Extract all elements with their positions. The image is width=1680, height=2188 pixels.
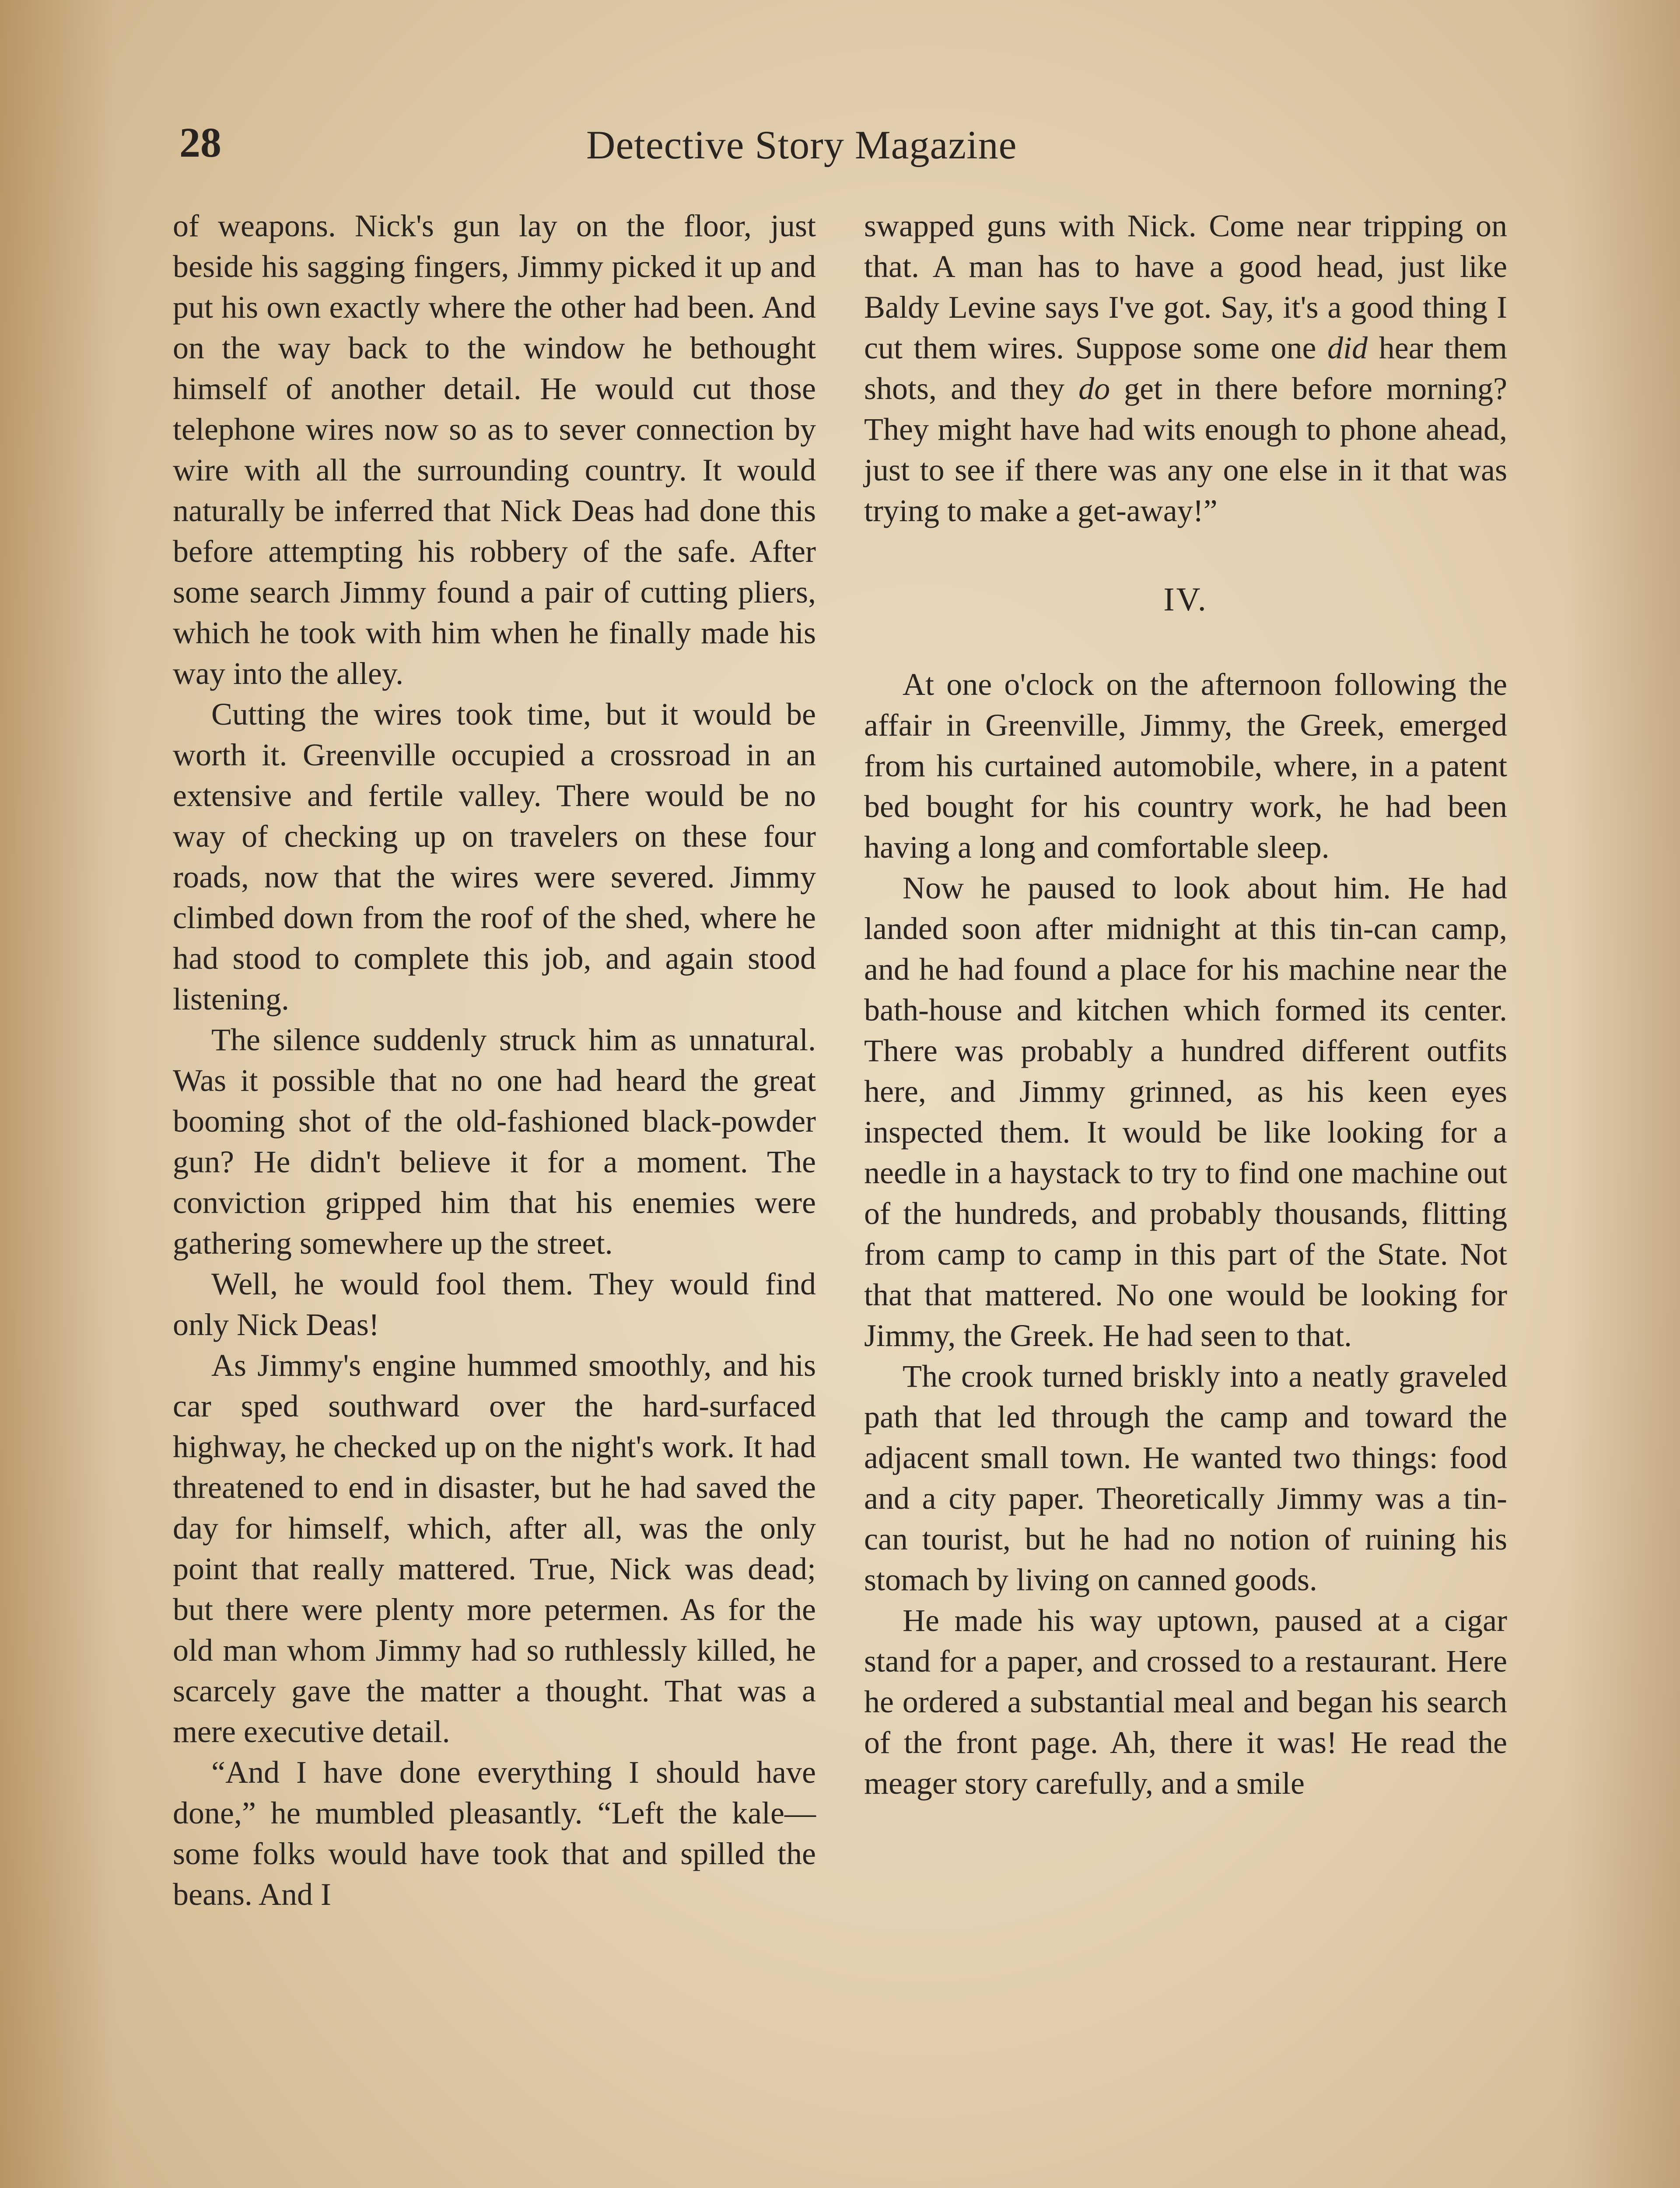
page-edge-shading-right [1566, 0, 1680, 2188]
left-paragraph-6: “And I have done everything I should have done,” he mumbled pleasantly. “Left the kale—some folks would have took that and spilled the beans. And I [173, 1755, 816, 1912]
right-paragraph-4: He made his way uptown, paused at a cigar stand for a paper, and crossed to a restaurant. Here he ordered a substantial meal and began his search of the front page. Ah, there it was! He read the meager story carefully, and a smile [864, 1603, 1507, 1801]
left-paragraph-5: As Jimmy's engine hummed smoothly, and his car sped southward over the hard-surfaced highway, he checked up on the night's work. It had threatened to end in disaster, but he had saved the day for himself, which, after all, was the only point that really mattered. True, Nick was dead; but there were plenty more petermen. As for the old man whom Jimmy had so ruthlessly killed, he scarcely gave the matter a thought. That was a mere executive detail. [173, 1348, 816, 1749]
right-paragraph-1: At one o'clock on the afternoon following the affair in Greenville, Jimmy, the Greek, emerged from his curtained automobile, where, in a patent bed bought for his country work, he had been having a long and comfortable sleep. [864, 667, 1507, 865]
page-edge-shading-left [0, 0, 114, 2188]
dialogue-emphasis-did: did [1327, 330, 1368, 365]
right-paragraph-2: Now he paused to look about him. He had landed soon after midnight at this tin-can camp, and he had found a place for his machine near the bath-house and kitchen which formed its center. There was probably a hundred different outfits here, and Jimmy grinned, as his keen eyes inspected them. It would be like looking for a needle in a haystack to try to find one machine out of the hundreds, and probably thousands, flitting from camp to camp in this part of the State. Not that that mattered. No one would be looking for Jimmy, the Greek. He had seen to that. [864, 870, 1507, 1353]
right-column [864, 206, 1507, 1804]
left-paragraph-1: of weapons. Nick's gun lay on the floor, just beside his sagging fingers, Jimmy picked it up and put his own exactly where the other had been. And on the way back to the window he bethought himself of another detail. He would cut those telephone wires now so as to sever connection by wire with all the surrounding country. It would naturally be inferred that Nick Deas had done this before attempting his robbery of the safe. After some search Jimmy found a pair of cutting pliers, which he took with him when he finally made his way into the alley. [173, 208, 816, 691]
left-paragraph-3: The silence suddenly struck him as unnatural. Was it possible that no one had heard the great booming shot of the old-fashioned black-powder gun? He didn't believe it for a moment. The conviction gripped him that his enemies were gathering somewhere up the street. [173, 1022, 816, 1261]
dialogue-emphasis-do: do [1078, 371, 1110, 406]
left-paragraph-4: Well, he would fool them. They would find only Nick Deas! [173, 1266, 816, 1342]
page-number: 28 [179, 119, 221, 166]
section-heading: IV. [1163, 581, 1208, 618]
running-head-title: Detective Story Magazine [586, 123, 1017, 167]
right-paragraph-dialogue [864, 206, 1507, 531]
left-column [173, 206, 816, 1915]
left-paragraph-2: Cutting the wires took time, but it would be worth it. Greenville occupied a crossroad in an extensive and fertile valley. There would be no way of checking up on travelers on these four roads, now that the wires were severed. Jimmy climbed down from the roof of the shed, where he had stood to complete this job, and again stood listening. [173, 697, 816, 1017]
dialogue-text-2: hear them shots, and they [864, 330, 1507, 406]
right-paragraph-3: The crook turned briskly into a neatly graveled path that led through the camp and toward the adjacent small town. He wanted two things: food and a city paper. Theoretically Jimmy was a tin-can tourist, but he had no notion of ruining his stomach by living on canned goods. [864, 1359, 1507, 1597]
dialogue-text-1: swapped guns with Nick. Come near tripping on that. A man has to have a good head, just like Baldy Levine says I've got. Say, it's a good thing I cut them wires. Suppose some one [864, 208, 1507, 365]
dialogue-text-3: get in there before morning? They might have had wits enough to phone ahead, just to see if there was any one else in it that was trying to make a get-away!” [864, 371, 1508, 528]
